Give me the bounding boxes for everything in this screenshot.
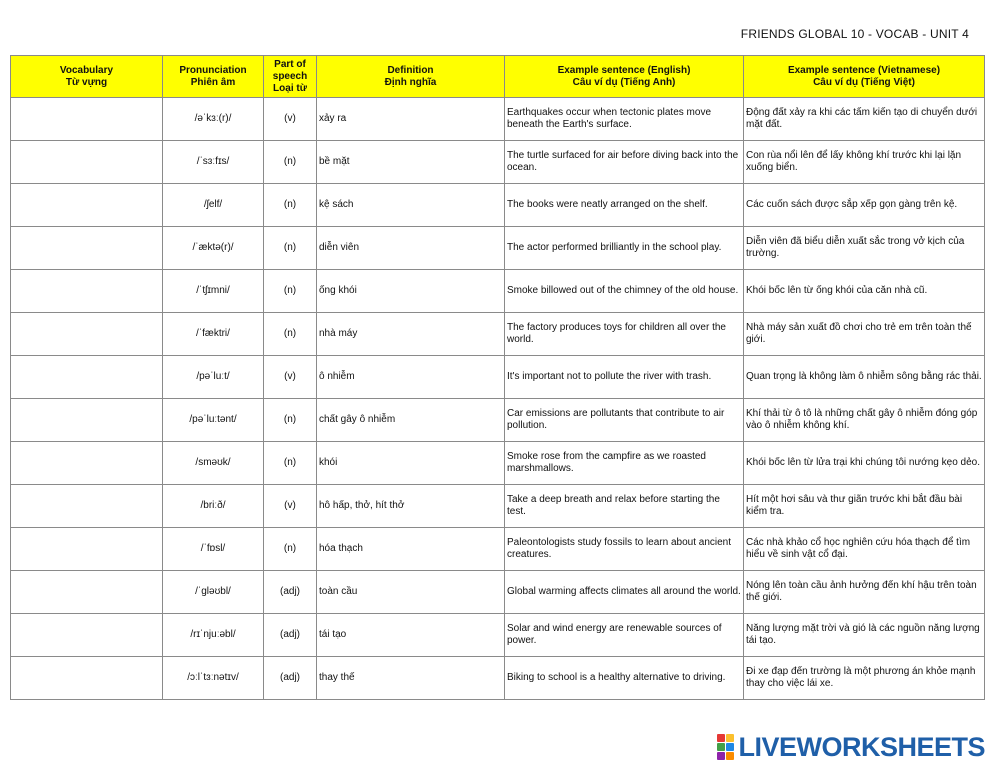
definition-cell: tái tạo	[317, 614, 505, 657]
logo-square	[726, 743, 734, 751]
table-row	[11, 485, 985, 528]
definition-cell: ô nhiễm	[317, 356, 505, 399]
pronunciation-cell: /ˈfæktri/	[163, 313, 264, 356]
pronunciation-cell: /ˈæktə(r)/	[163, 227, 264, 270]
liveworksheets-logo-text: LIVEWORKSHEETS	[738, 731, 985, 762]
example-english-cell: Paleontologists study fossils to learn about ancient creatures.	[505, 528, 744, 571]
vocabulary-answer-cell[interactable]	[11, 442, 163, 485]
vocabulary-answer-cell[interactable]	[11, 227, 163, 270]
vocabulary-answer-cell[interactable]	[11, 614, 163, 657]
vocabulary-answer-cell[interactable]	[11, 141, 163, 184]
part-of-speech-cell: (n)	[264, 227, 317, 270]
liveworksheets-logo-icon	[717, 734, 734, 760]
vocabulary-answer-cell[interactable]	[11, 270, 163, 313]
pronunciation-cell: /briːð/	[163, 485, 264, 528]
example-english-cell: The books were neatly arranged on the shelf.	[505, 184, 744, 227]
example-vietnamese-cell: Nhà máy sản xuất đồ chơi cho trẻ em trên toàn thế giới.	[744, 313, 985, 356]
example-vietnamese-cell: Đi xe đạp đến trường là một phương án khỏe mạnh thay cho việc lái xe.	[744, 657, 985, 700]
part-of-speech-cell: (n)	[264, 442, 317, 485]
part-of-speech-cell: (n)	[264, 270, 317, 313]
example-english-cell: Take a deep breath and relax before starting the test.	[505, 485, 744, 528]
example-vietnamese-cell: Khí thải từ ô tô là những chất gây ô nhiễm đóng góp vào ô nhiễm không khí.	[744, 399, 985, 442]
table-row	[11, 98, 985, 141]
example-vietnamese-cell: Động đất xảy ra khi các tấm kiến tạo di chuyển dưới mặt đất.	[744, 98, 985, 141]
pronunciation-cell: /pəˈluːtənt/	[163, 399, 264, 442]
example-english-cell: Earthquakes occur when tectonic plates move beneath the Earth's surface.	[505, 98, 744, 141]
example-english-cell: The factory produces toys for children all over the world.	[505, 313, 744, 356]
table-row	[11, 614, 985, 657]
part-of-speech-cell: (n)	[264, 399, 317, 442]
column-header-definition: Definition Định nghĩa	[317, 56, 505, 98]
example-vietnamese-cell: Khói bốc lên từ ống khói của căn nhà cũ.	[744, 270, 985, 313]
logo-square	[726, 734, 734, 742]
vocabulary-answer-cell[interactable]	[11, 184, 163, 227]
document-title: FRIENDS GLOBAL 10 - VOCAB - UNIT 4	[740, 27, 969, 41]
table-row	[11, 227, 985, 270]
vocabulary-answer-cell[interactable]	[11, 485, 163, 528]
pronunciation-cell: /pəˈluːt/	[163, 356, 264, 399]
definition-cell: toàn cầu	[317, 571, 505, 614]
definition-cell: ống khói	[317, 270, 505, 313]
table-row	[11, 356, 985, 399]
logo-square	[717, 752, 725, 760]
definition-cell: bề mặt	[317, 141, 505, 184]
column-header-example-english: Example sentence (English) Câu ví dụ (Tiếng Anh)	[505, 56, 744, 98]
definition-cell: khói	[317, 442, 505, 485]
example-english-cell: The actor performed brilliantly in the school play.	[505, 227, 744, 270]
part-of-speech-cell: (adj)	[264, 614, 317, 657]
definition-cell: chất gây ô nhiễm	[317, 399, 505, 442]
vocabulary-answer-cell[interactable]	[11, 98, 163, 141]
example-english-cell: Smoke billowed out of the chimney of the old house.	[505, 270, 744, 313]
vocabulary-answer-cell[interactable]	[11, 399, 163, 442]
pronunciation-cell: /ɔːlˈtɜːnətɪv/	[163, 657, 264, 700]
table-row	[11, 571, 985, 614]
vocabulary-answer-cell[interactable]	[11, 657, 163, 700]
example-english-cell: The turtle surfaced for air before diving back into the ocean.	[505, 141, 744, 184]
vocabulary-answer-cell[interactable]	[11, 356, 163, 399]
example-vietnamese-cell: Nóng lên toàn cầu ảnh hưởng đến khí hậu trên toàn thế giới.	[744, 571, 985, 614]
pronunciation-cell: /ˈɡləʊbl/	[163, 571, 264, 614]
example-vietnamese-cell: Diễn viên đã biểu diễn xuất sắc trong vở kịch của trường.	[744, 227, 985, 270]
logo-square	[726, 752, 734, 760]
part-of-speech-cell: (v)	[264, 485, 317, 528]
column-header-pronunciation: Pronunciation Phiên âm	[163, 56, 264, 98]
vocabulary-answer-cell[interactable]	[11, 528, 163, 571]
pronunciation-cell: /əˈkɜː(r)/	[163, 98, 264, 141]
pronunciation-cell: /ˈfɒsl/	[163, 528, 264, 571]
pronunciation-cell: /ˈtʃɪmni/	[163, 270, 264, 313]
part-of-speech-cell: (v)	[264, 98, 317, 141]
definition-cell: kệ sách	[317, 184, 505, 227]
definition-cell: hóa thạch	[317, 528, 505, 571]
example-vietnamese-cell: Con rùa nổi lên để lấy không khí trước khi lại lặn xuống biển.	[744, 141, 985, 184]
table-row	[11, 442, 985, 485]
example-english-cell: Solar and wind energy are renewable sources of power.	[505, 614, 744, 657]
pronunciation-cell: /ʃelf/	[163, 184, 264, 227]
vocabulary-answer-cell[interactable]	[11, 571, 163, 614]
example-english-cell: Car emissions are pollutants that contribute to air pollution.	[505, 399, 744, 442]
definition-cell: xảy ra	[317, 98, 505, 141]
example-english-cell: Smoke rose from the campfire as we roasted marshmallows.	[505, 442, 744, 485]
part-of-speech-cell: (n)	[264, 528, 317, 571]
example-vietnamese-cell: Quan trọng là không làm ô nhiễm sông bằng rác thải.	[744, 356, 985, 399]
table-row	[11, 313, 985, 356]
logo-square	[717, 743, 725, 751]
table-row	[11, 399, 985, 442]
example-vietnamese-cell: Khói bốc lên từ lửa trại khi chúng tôi nướng kẹo dẻo.	[744, 442, 985, 485]
part-of-speech-cell: (adj)	[264, 571, 317, 614]
pronunciation-cell: /ˈsɜːfɪs/	[163, 141, 264, 184]
example-vietnamese-cell: Các cuốn sách được sắp xếp gọn gàng trên kệ.	[744, 184, 985, 227]
part-of-speech-cell: (n)	[264, 184, 317, 227]
part-of-speech-cell: (n)	[264, 313, 317, 356]
example-english-cell: Biking to school is a healthy alternative to driving.	[505, 657, 744, 700]
part-of-speech-cell: (adj)	[264, 657, 317, 700]
example-english-cell: Global warming affects climates all around the world.	[505, 571, 744, 614]
definition-cell: diễn viên	[317, 227, 505, 270]
vocabulary-answer-cell[interactable]	[11, 313, 163, 356]
table-header-row	[11, 56, 985, 98]
column-header-part-of-speech: Part of speech Loại từ	[264, 56, 317, 98]
logo-square	[717, 734, 725, 742]
column-header-vocabulary: Vocabulary Từ vựng	[11, 56, 163, 98]
table-row	[11, 657, 985, 700]
example-english-cell: It's important not to pollute the river with trash.	[505, 356, 744, 399]
table-row	[11, 141, 985, 184]
table-row	[11, 528, 985, 571]
pronunciation-cell: /sməʊk/	[163, 442, 264, 485]
definition-cell: hô hấp, thở, hít thở	[317, 485, 505, 528]
table-row	[11, 184, 985, 227]
vocabulary-table	[10, 55, 985, 700]
definition-cell: thay thế	[317, 657, 505, 700]
liveworksheets-logo	[717, 732, 985, 762]
part-of-speech-cell: (v)	[264, 356, 317, 399]
pronunciation-cell: /rɪˈnjuːəbl/	[163, 614, 264, 657]
part-of-speech-cell: (n)	[264, 141, 317, 184]
example-vietnamese-cell: Hít một hơi sâu và thư giãn trước khi bắt đầu bài kiểm tra.	[744, 485, 985, 528]
table-row	[11, 270, 985, 313]
definition-cell: nhà máy	[317, 313, 505, 356]
example-vietnamese-cell: Các nhà khảo cổ học nghiên cứu hóa thạch để tìm hiểu về sinh vật cổ đại.	[744, 528, 985, 571]
column-header-example-vietnamese: Example sentence (Vietnamese) Câu ví dụ (Tiếng Việt)	[744, 56, 985, 98]
example-vietnamese-cell: Năng lượng mặt trời và gió là các nguồn năng lượng tái tạo.	[744, 614, 985, 657]
